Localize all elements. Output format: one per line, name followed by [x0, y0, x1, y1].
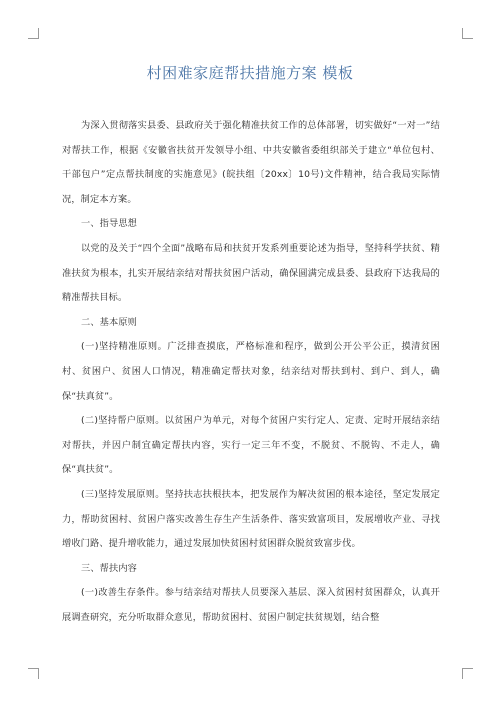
- intro-paragraph: 为深入贯彻落实县委、县政府关于强化精准扶贫工作的总体部署，切实做好“一对一”结对帮扶工作，根据《安徽省扶贫开发领导小组、中共安徽省委组织部关于建立“单位包村、干部包户”定点帮扶制度的实施意见》(皖扶组〔20xx〕10号)文件精神，结合我局实际情况，制定本方案。: [62, 120, 440, 205]
- corner-mark-top-left: [28, 28, 39, 39]
- corner-mark-bottom-right: [462, 668, 473, 679]
- document-title: 村困难家庭帮扶措施方案 模板: [146, 64, 354, 82]
- corner-mark-bottom-left: [28, 668, 39, 679]
- document-body: [62, 114, 440, 630]
- assistance-living-conditions-paragraph: (一)改善生存条件。参与结亲结对帮扶人员要深入基层、深入贫困村贫困群众，认真开展调查研究，充分听取群众意见，帮助贫困村、贫困户制定扶贫规划，结合整: [62, 587, 440, 623]
- section-heading-assistance-content: 三、帮扶内容: [81, 562, 138, 574]
- section-heading-basic-principles: 二、基本原则: [81, 316, 138, 328]
- guiding-ideology-paragraph: 以党的及关于“四个全面”战略布局和扶贫开发系列重要论述为指导，坚持科学扶贫、精准扶贫为根本，扎实开展结亲结对帮扶贫困户活动，确保圆满完成县委、县政府下达我局的精准帮扶目标。: [62, 242, 440, 304]
- principle-precision-paragraph: (一)坚持精准原则。广泛排查摸底，严格标准和程序，做到公开公平公正，摸清贫困村、贫困户、贫困人口情况，精准确定帮扶对象，结亲结对帮扶到村、到户、到人，确保“扶真贫”。: [62, 341, 440, 402]
- section-heading-guiding-ideology: 一、指导思想: [81, 218, 138, 230]
- principle-household-paragraph: (二)坚持帮户原则。以贫困户为单元，对每个贫困户实行定人、定责、定时开展结亲结对帮扶，并因户制宜确定帮扶内容，实行一定三年不变，不脱贫、不脱钩、不走人，确保“真扶贫”。: [62, 415, 440, 476]
- principle-development-paragraph: (三)坚持发展原则。坚持扶志扶根扶本，把发展作为解决贫困的根本途径，坚定发展定力，帮助贫困村、贫困户落实改善生存生产生活条件、落实致富项目，发展增收产业、寻找增收门路、提升增收能力，通过发展加快贫困村贫困群众脱贫致富步伐。: [62, 488, 440, 550]
- corner-mark-top-right: [462, 28, 473, 39]
